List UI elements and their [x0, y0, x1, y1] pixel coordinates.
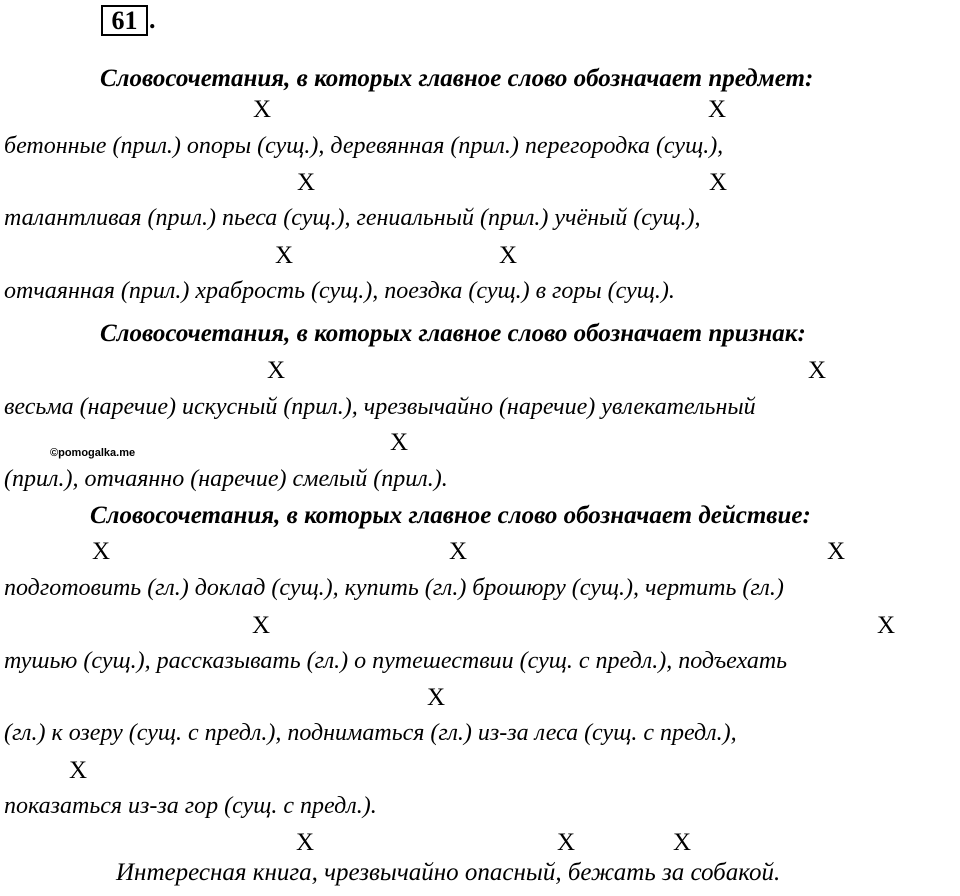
- mark-x: X: [251, 612, 271, 639]
- mark-x: X: [426, 684, 446, 711]
- mark-x: X: [556, 829, 576, 856]
- watermark: ©pomogalka.me: [50, 447, 136, 459]
- mark-x: X: [91, 538, 111, 565]
- section-heading-object: Словосочетания, в которых главное слово обозначает предмет:: [100, 65, 814, 92]
- mark-x: X: [266, 357, 286, 384]
- exercise-number-dot: .: [149, 5, 156, 34]
- mark-x: X: [826, 538, 846, 565]
- text-line: (гл.) к озеру (сущ. с предл.), подниматься (гл.) из-за леса (сущ. с предл.),: [4, 720, 737, 746]
- exercise-number: 61: [101, 5, 148, 36]
- mark-x: X: [498, 242, 518, 269]
- mark-x: X: [707, 96, 727, 123]
- text-line: (прил.), отчаянно (наречие) смелый (прил.).: [4, 466, 448, 492]
- text-line: талантливая (прил.) пьеса (сущ.), гениальный (прил.) учёный (сущ.),: [4, 205, 701, 231]
- final-line: Интересная книга, чрезвычайно опасный, бежать за собакой.: [116, 859, 781, 886]
- mark-x: X: [807, 357, 827, 384]
- text-line: показаться из-за гор (сущ. с предл.).: [4, 793, 377, 819]
- mark-x: X: [252, 96, 272, 123]
- text-line: отчаянная (прил.) храбрость (сущ.), поездка (сущ.) в горы (сущ.).: [4, 278, 675, 304]
- mark-x: X: [295, 829, 315, 856]
- section-heading-attribute: Словосочетания, в которых главное слово обозначает признак:: [100, 320, 806, 347]
- mark-x: X: [876, 612, 896, 639]
- text-line: тушью (сущ.), рассказывать (гл.) о путешествии (сущ. с предл.), подъехать: [4, 648, 788, 674]
- mark-x: X: [68, 757, 88, 784]
- mark-x: X: [672, 829, 692, 856]
- mark-x: X: [389, 429, 409, 456]
- mark-x: X: [296, 169, 316, 196]
- text-line: весьма (наречие) искусный (прил.), чрезвычайно (наречие) увлекательный: [4, 394, 756, 420]
- text-line: бетонные (прил.) опоры (сущ.), деревянная (прил.) перегородка (сущ.),: [4, 133, 724, 159]
- mark-x: X: [274, 242, 294, 269]
- section-heading-action: Словосочетания, в которых главное слово обозначает действие:: [90, 502, 811, 529]
- mark-x: X: [708, 169, 728, 196]
- mark-x: X: [448, 538, 468, 565]
- text-line: подготовить (гл.) доклад (сущ.), купить (гл.) брошюру (сущ.), чертить (гл.): [4, 575, 784, 601]
